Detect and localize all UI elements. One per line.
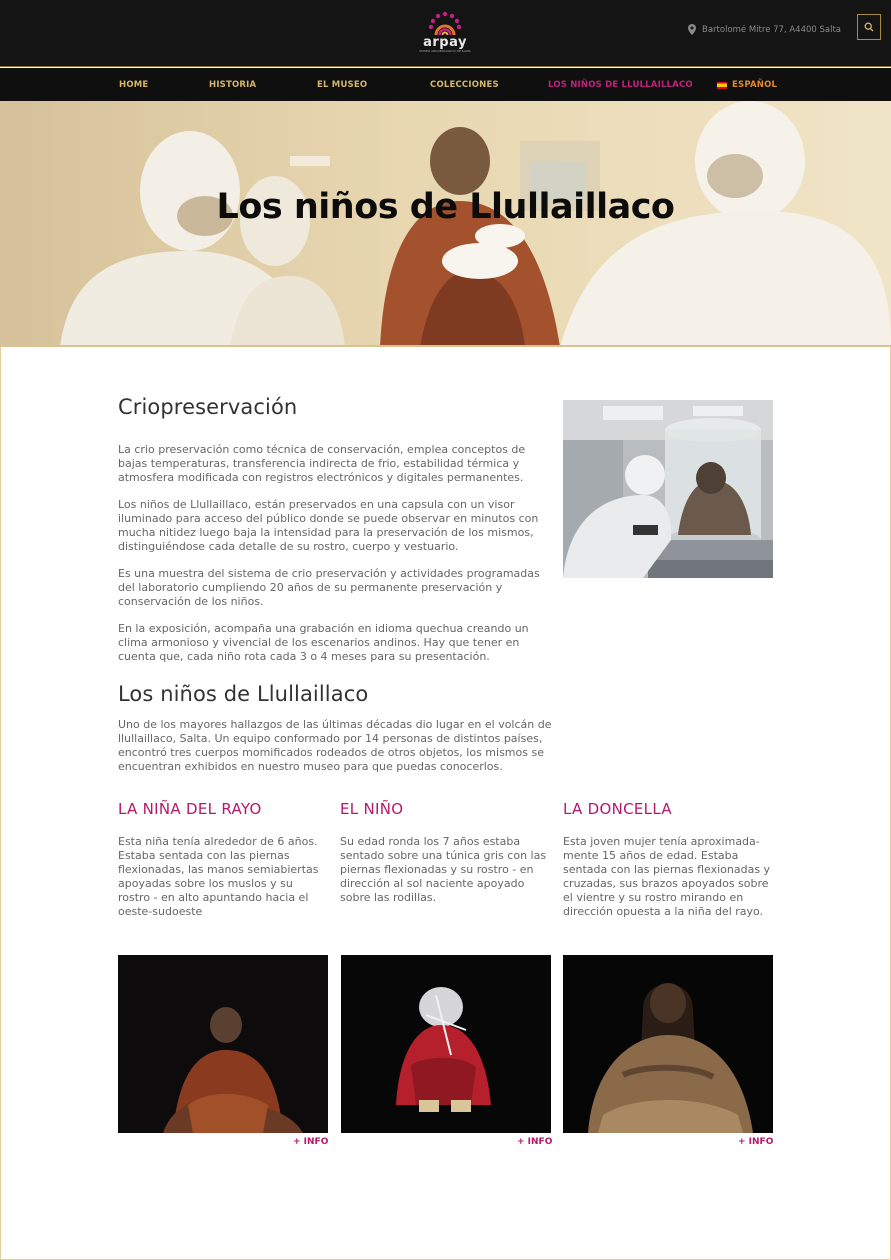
more-info-link-la-doncella[interactable]: + INFO — [738, 1137, 774, 1147]
main-nav — [0, 68, 891, 101]
language-selector[interactable] — [717, 80, 777, 90]
logo-sun-icon — [423, 8, 467, 38]
kid-card-nina-del-rayo — [118, 800, 328, 919]
museum-address — [688, 24, 841, 35]
kid-description: Esta joven mujer tenía aproximada-mente 15 años de edad. Estaba sentada con las piernas flexionadas y cruzadas, sus brazos apoyados sobre el vientre y su rostro mirando en dirección opuesta a la niña del rayo. — [563, 835, 771, 918]
search-button[interactable] — [857, 14, 881, 40]
ninos-heading: Los niños de Llullaillaco — [118, 682, 369, 706]
nav-item-el-museo[interactable]: EL MUSEO — [317, 80, 368, 90]
kid-description: Esta niña tenía alrededor de 6 años. Estaba sentada con las piernas flexionadas, las manos semiabiertas apoyadas sobre los muslos y su rostro - en alto apuntando hacia el oeste-sudoeste — [118, 835, 319, 918]
ninos-paragraph: Uno de los mayores hallazgos de las últimas décadas dio lugar en el volcán de llullaillaco, Salta. Un equipo conformado por 14 personas de distintos países, encontró tres cuerpos momificados rodeados de otros objetos, los mismos se encuentran exhibidos en nuestro museo para que puedas conocerlos. — [118, 718, 552, 773]
spain-flag-icon — [717, 82, 727, 89]
search-icon — [864, 22, 874, 32]
hero-banner — [0, 101, 891, 347]
logo-subtitle: MUSEO ARQUEOLÓGICO DE SALTA — [419, 49, 471, 53]
crio-paragraph-2: Los niños de Llullaillaco, están preservados en una capsula con un visor iluminado para acceso del público donde se puede observar en minutos con mucha nitidez luego baja la intensidad para la preservación de los mismos, distinguiéndose cada detalle de su rostro, cuerpo y vestuario. — [118, 498, 539, 553]
el-nino-photo[interactable] — [341, 955, 551, 1133]
language-label: ESPAÑOL — [732, 80, 778, 90]
la-doncella-photo[interactable] — [563, 955, 773, 1133]
kid-title: EL NIÑO — [340, 800, 404, 818]
address-text: Bartolomé Mitre 77, A4400 Salta — [702, 24, 841, 35]
crio-heading: Criopreservación — [118, 395, 298, 419]
main-content — [118, 395, 553, 774]
nina-del-rayo-photo[interactable] — [118, 955, 328, 1133]
more-info-link-el-nino[interactable]: + INFO — [517, 1137, 553, 1147]
kid-title: LA DONCELLA — [563, 800, 672, 818]
hero-divider — [0, 345, 891, 347]
cryo-capsule-photo — [563, 400, 773, 578]
page-title: Los niños de Llullaillaco — [216, 187, 675, 227]
crio-paragraph-4: En la exposición, acompaña una grabación en idioma quechua creando un clima armonioso y vivencial de los escenarios andinos. Hay que tener en cuenta que, cada niño rota cada 3 o 4 meses para su presentación. — [118, 622, 529, 663]
top-header — [0, 0, 891, 67]
kid-card-el-nino — [340, 800, 550, 905]
kid-card-la-doncella — [563, 800, 773, 919]
museum-logo[interactable] — [413, 8, 477, 60]
logo-wordmark: arpay — [423, 35, 467, 50]
crio-paragraph-3: Es una muestra del sistema de crio preservación y actividades programadas del laboratorio cumpliendo 20 años de su permanente preservación y conservación de los niños. — [118, 567, 540, 608]
nav-item-los-ninos[interactable]: LOS NIÑOS DE LLULLAILLACO — [548, 80, 693, 90]
kid-title: LA NIÑA DEL RAYO — [118, 800, 262, 818]
more-info-link-nina-del-rayo[interactable]: + INFO — [293, 1137, 329, 1147]
kid-description: Su edad ronda los 7 años estaba sentado sobre una túnica gris con las piernas flexionadas y su rostro - en dirección al sol naciente apoyado sobre las rodillas. — [340, 835, 547, 904]
nav-item-home[interactable]: HOME — [119, 80, 149, 90]
nav-item-colecciones[interactable]: COLECCIONES — [430, 80, 499, 90]
nav-item-historia[interactable]: HISTORIA — [209, 80, 257, 90]
map-pin-icon — [688, 24, 696, 35]
crio-paragraph-1: La crio preservación como técnica de conservación, emplea conceptos de bajas temperaturas, transferencia indirecta de frio, estabilidad térmica y atmosfera modificada con registros electrónicos y digitales permanentes. — [118, 443, 526, 484]
